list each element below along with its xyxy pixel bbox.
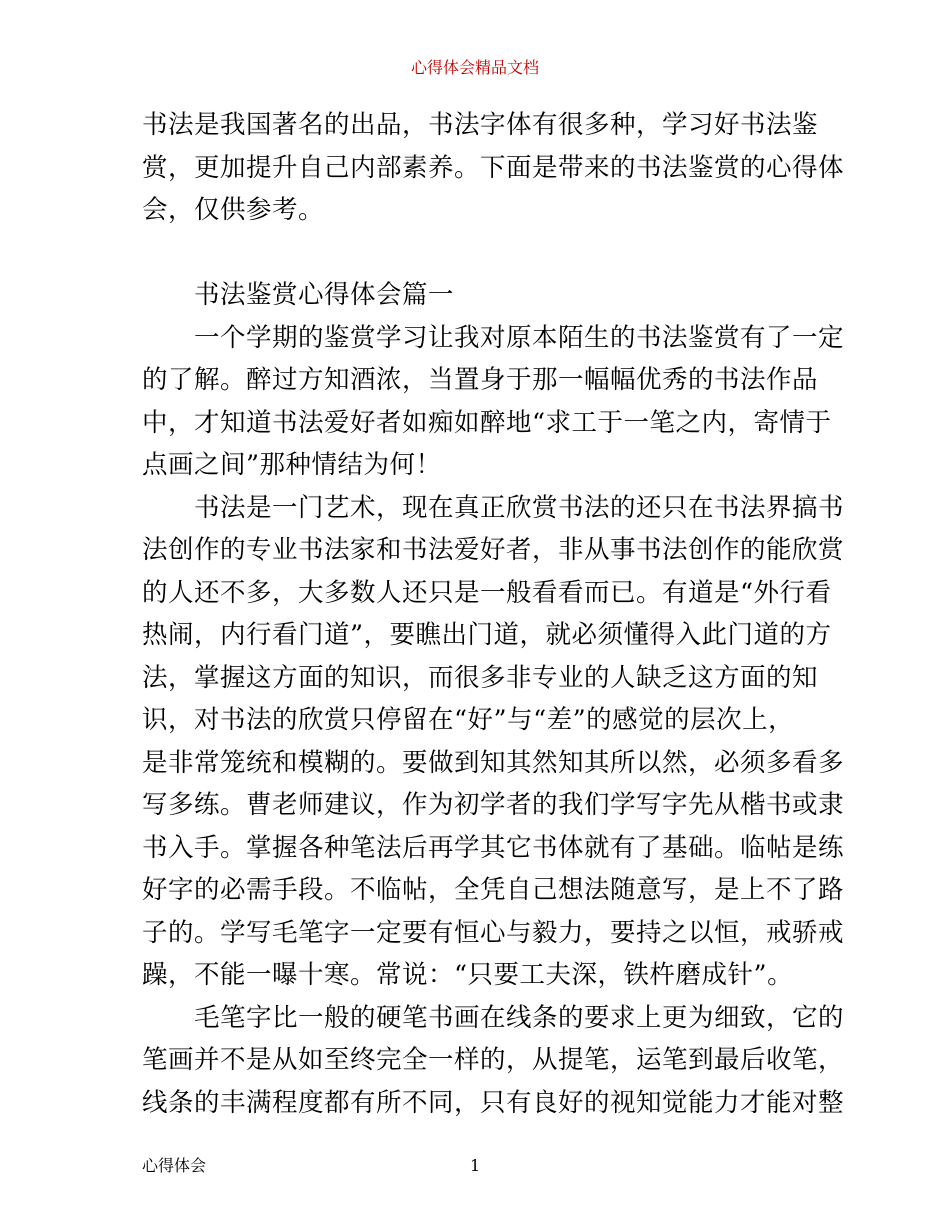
- text-line: 会，仅供参考。: [142, 195, 325, 225]
- text-line: 写多练。曹老师建议，作为初学者的我们学写字先从楷书或隶: [142, 790, 845, 820]
- blank-line: [142, 232, 814, 275]
- text-line: 子的。学写毛笔字一定要有恒心与毅力，要持之以恒，戒骄戒: [142, 917, 845, 948]
- footer-label: 心得体会: [142, 1156, 207, 1175]
- text-line: 是非常笼统和模糊的。要做到知其然知其所以然，必须多看多: [142, 747, 845, 778]
- text-line: 识，对书法的欣赏只停留在“好”与“差”的感觉的层次上，: [142, 705, 795, 735]
- section-heading: 书法鉴赏心得体会篇一: [142, 280, 455, 310]
- text-line: 书入手。掌握各种笔法后再学其它书体就有了基础。临帖是练: [142, 832, 845, 863]
- text-line: 笔画并不是从如至终完全一样的，从提笔，运笔到最后收笔，: [142, 1045, 845, 1075]
- text-line: 好字的必需手段。不临帖，全凭自己想法随意写，是上不了路: [142, 875, 845, 905]
- text-line: 赏，更加提升自己内部素养。下面是带来的书法鉴赏的心得体: [142, 152, 845, 183]
- text-line: 热闹，内行看门道”，要瞧出门道，就必须懂得入此门道的方: [142, 620, 832, 650]
- text-line: 点画之间”那种情结为何！: [142, 450, 442, 480]
- text-line: 的人还不多，大多数人还只是一般看看而已。有道是“外行看: [142, 577, 832, 608]
- text-line: 毛笔字比一般的硬笔书画在线条的要求上更为细致，它的: [142, 1002, 845, 1033]
- text-line: 法，掌握这方面的知识，而很多非专业的人缺乏这方面的知: [142, 662, 819, 693]
- text-line: 中，才知道书法爱好者如痴如醉地“求工于一笔之内，寄情于: [142, 407, 832, 438]
- text-line: 躁，不能一曝十寒。常说：“只要工夫深，铁杵磨成针”。: [142, 960, 794, 990]
- text-line: 书法是我国著名的出品，书法字体有很多种，学习好书法鉴: [142, 110, 819, 140]
- text-line: 的了解。醉过方知酒浓，当置身于那一幅幅优秀的书法作品: [142, 365, 819, 395]
- text-line: 书法是一门艺术，现在真正欣赏书法的还只在书法界搞书: [142, 492, 845, 523]
- text-line: 线条的丰满程度都有所不同，只有良好的视知觉能力才能对整: [142, 1087, 845, 1118]
- page-header-title: 心得体会精品文档: [410, 58, 539, 77]
- page-number: 1: [470, 1156, 481, 1175]
- text-line: 法创作的专业书法家和书法爱好者，非从事书法创作的能欣赏: [142, 535, 845, 565]
- text-line: 一个学期的鉴赏学习让我对原本陌生的书法鉴赏有了一定: [142, 322, 845, 353]
- document-body: [142, 104, 845, 1124]
